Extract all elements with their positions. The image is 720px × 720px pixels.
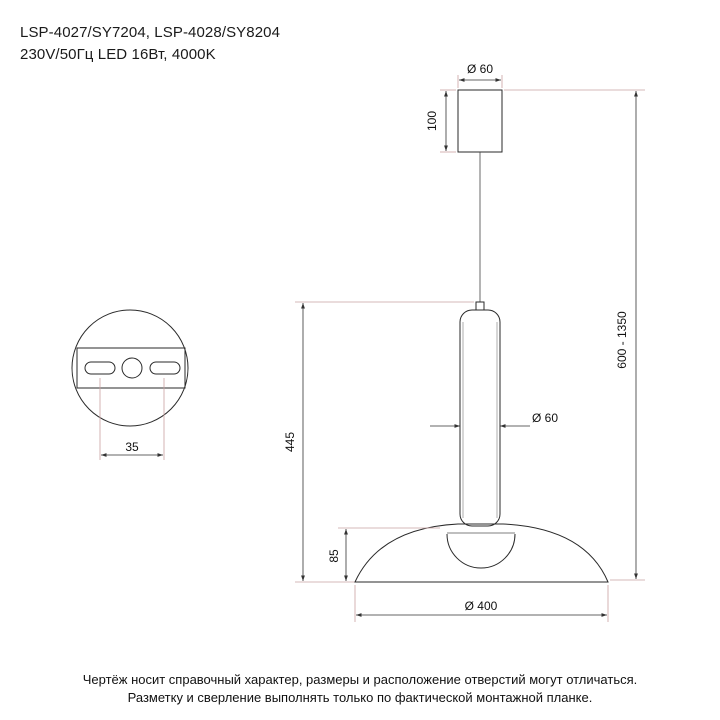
- mounting-plate-detail: [72, 310, 188, 460]
- disclaimer-line-2: Разметку и сверление выполнять только по фактической монтажной планке.: [127, 690, 593, 705]
- center-hole: [122, 358, 142, 378]
- hole-spacing-label: 35: [125, 440, 139, 454]
- mounting-bracket: [77, 348, 185, 388]
- lamp-body: [430, 302, 558, 526]
- ceiling-canopy: [425, 62, 502, 152]
- shade-diameter-dimension: [355, 585, 608, 622]
- total-height-dimension: [504, 90, 645, 580]
- canopy-height-label: 100: [425, 110, 439, 132]
- body-height-label: 445: [283, 431, 297, 453]
- body-diameter-label: Ø 60: [532, 411, 559, 425]
- specs-line: 230V/50Гц LED 16Вт, 4000K: [20, 46, 216, 63]
- canopy-diameter-label: Ø 60: [466, 62, 494, 76]
- models-line: LSP-4027/SY7204, LSP-4028/SY8204: [20, 24, 281, 41]
- shade-diffuser: [447, 534, 515, 568]
- disclaimer-line-1: Чертёж носит справочный характер, размеры и расположение отверстий могут отличаться.: [82, 672, 638, 687]
- body-height-dimension: [283, 302, 474, 582]
- total-height-label: 600 - 1350: [615, 311, 629, 369]
- mount-slot-left: [85, 362, 115, 374]
- lamp-shade: [355, 524, 608, 582]
- shade-diameter-label: Ø 400: [464, 599, 498, 613]
- shade-height-label: 85: [327, 549, 341, 563]
- mount-slot-right: [150, 362, 180, 374]
- shade-height-dimension: [327, 528, 440, 581]
